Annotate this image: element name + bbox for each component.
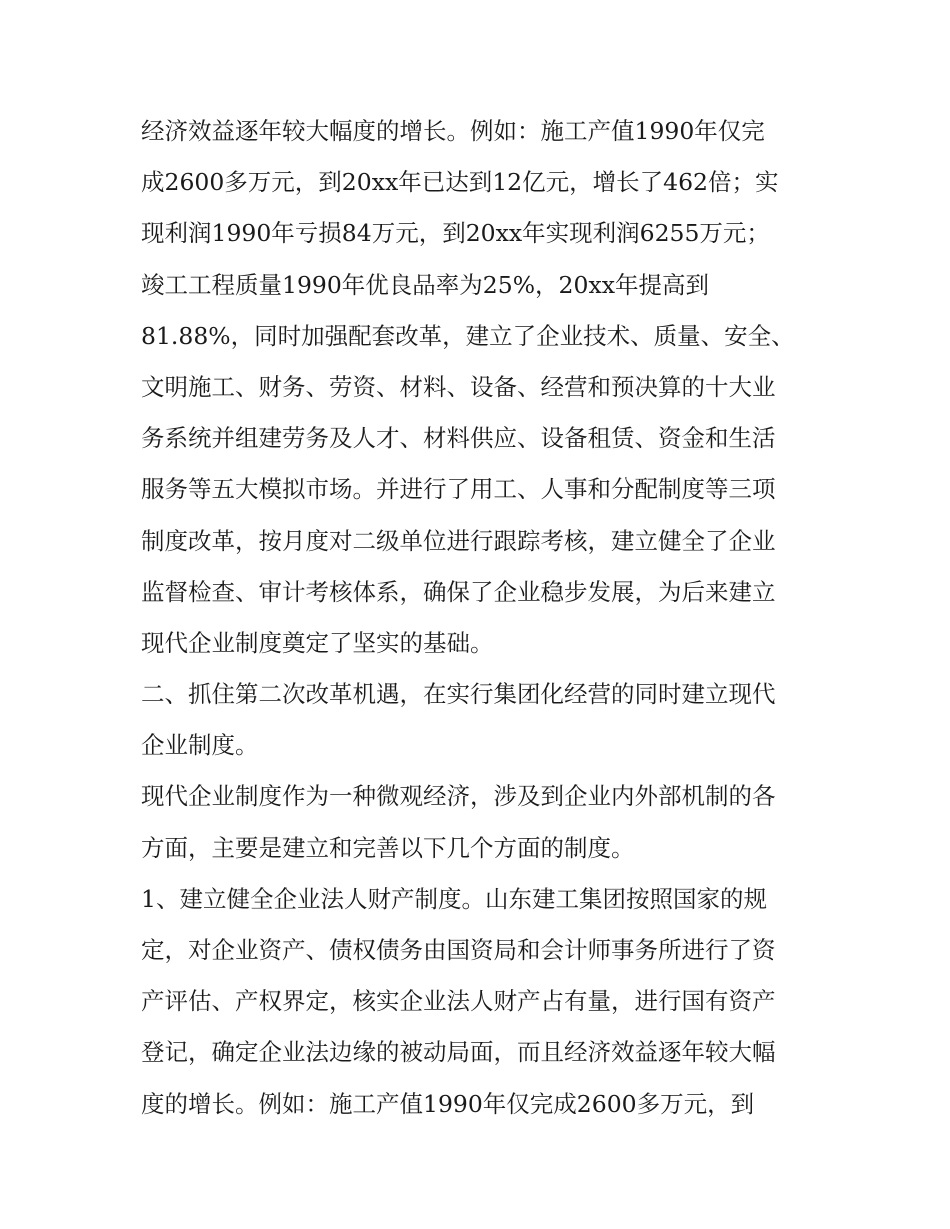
text-line-3: 现利润1990年亏损84万元，到20xx年实现利润6255万元； [141, 219, 770, 248]
document-body [141, 106, 821, 1130]
text-line-8: 服务等五大模拟市场。并进行了用工、人事和分配制度等三项 [141, 475, 776, 504]
section-heading-line-1: 二、抓住第二次改革机遇，在实行集团化经营的同时建立现代 [141, 680, 776, 709]
list-item-line-5: 度的增长。例如：施工产值1990年仅完成2600多万元，到 [141, 1089, 755, 1118]
text-line-11: 现代企业制度奠定了坚实的基础。 [141, 628, 494, 657]
text-line-15: 方面，主要是建立和完善以下几个方面的制度。 [141, 833, 635, 862]
text-line-6: 文明施工、财务、劳资、材料、设备、经营和预决算的十大业 [141, 372, 776, 401]
text-line-4: 竣工工程质量1990年优良品率为25%，20xx年提高到 [141, 270, 709, 299]
list-item-line-1: 1、建立健全企业法人财产制度。山东建工集团按照国家的规 [141, 884, 767, 913]
list-item-line-3: 产评估、产权界定，核实企业法人财产占有量，进行国有资产 [141, 987, 776, 1016]
text-line-10: 监督检查、审计考核体系，确保了企业稳步发展，为后来建立 [141, 577, 776, 606]
text-line-14: 现代企业制度作为一种微观经济，涉及到企业内外部机制的各 [141, 782, 776, 811]
list-item-line-2: 定，对企业资产、债权债务由国资局和会计师事务所进行了资 [141, 936, 776, 964]
list-item-line-4: 登记，确定企业法边缘的被动局面，而且经济效益逐年较大幅 [141, 1038, 776, 1067]
text-line-7: 务系统并组建劳务及人才、材料供应、设备租赁、资金和生活 [141, 424, 776, 453]
text-line-9: 制度改革，按月度对二级单位进行跟踪考核，建立健全了企业 [141, 526, 776, 555]
text-line-5: 81.88%，同时加强配套改革，建立了企业技术、质量、安全、 [141, 321, 795, 350]
text-line-1: 经济效益逐年较大幅度的增长。例如：施工产值1990年仅完 [141, 117, 765, 145]
section-heading-line-2: 企业制度。 [141, 731, 259, 760]
text-line-2: 成2600多万元，到20xx年已达到12亿元，增长了462倍；实 [141, 168, 779, 197]
